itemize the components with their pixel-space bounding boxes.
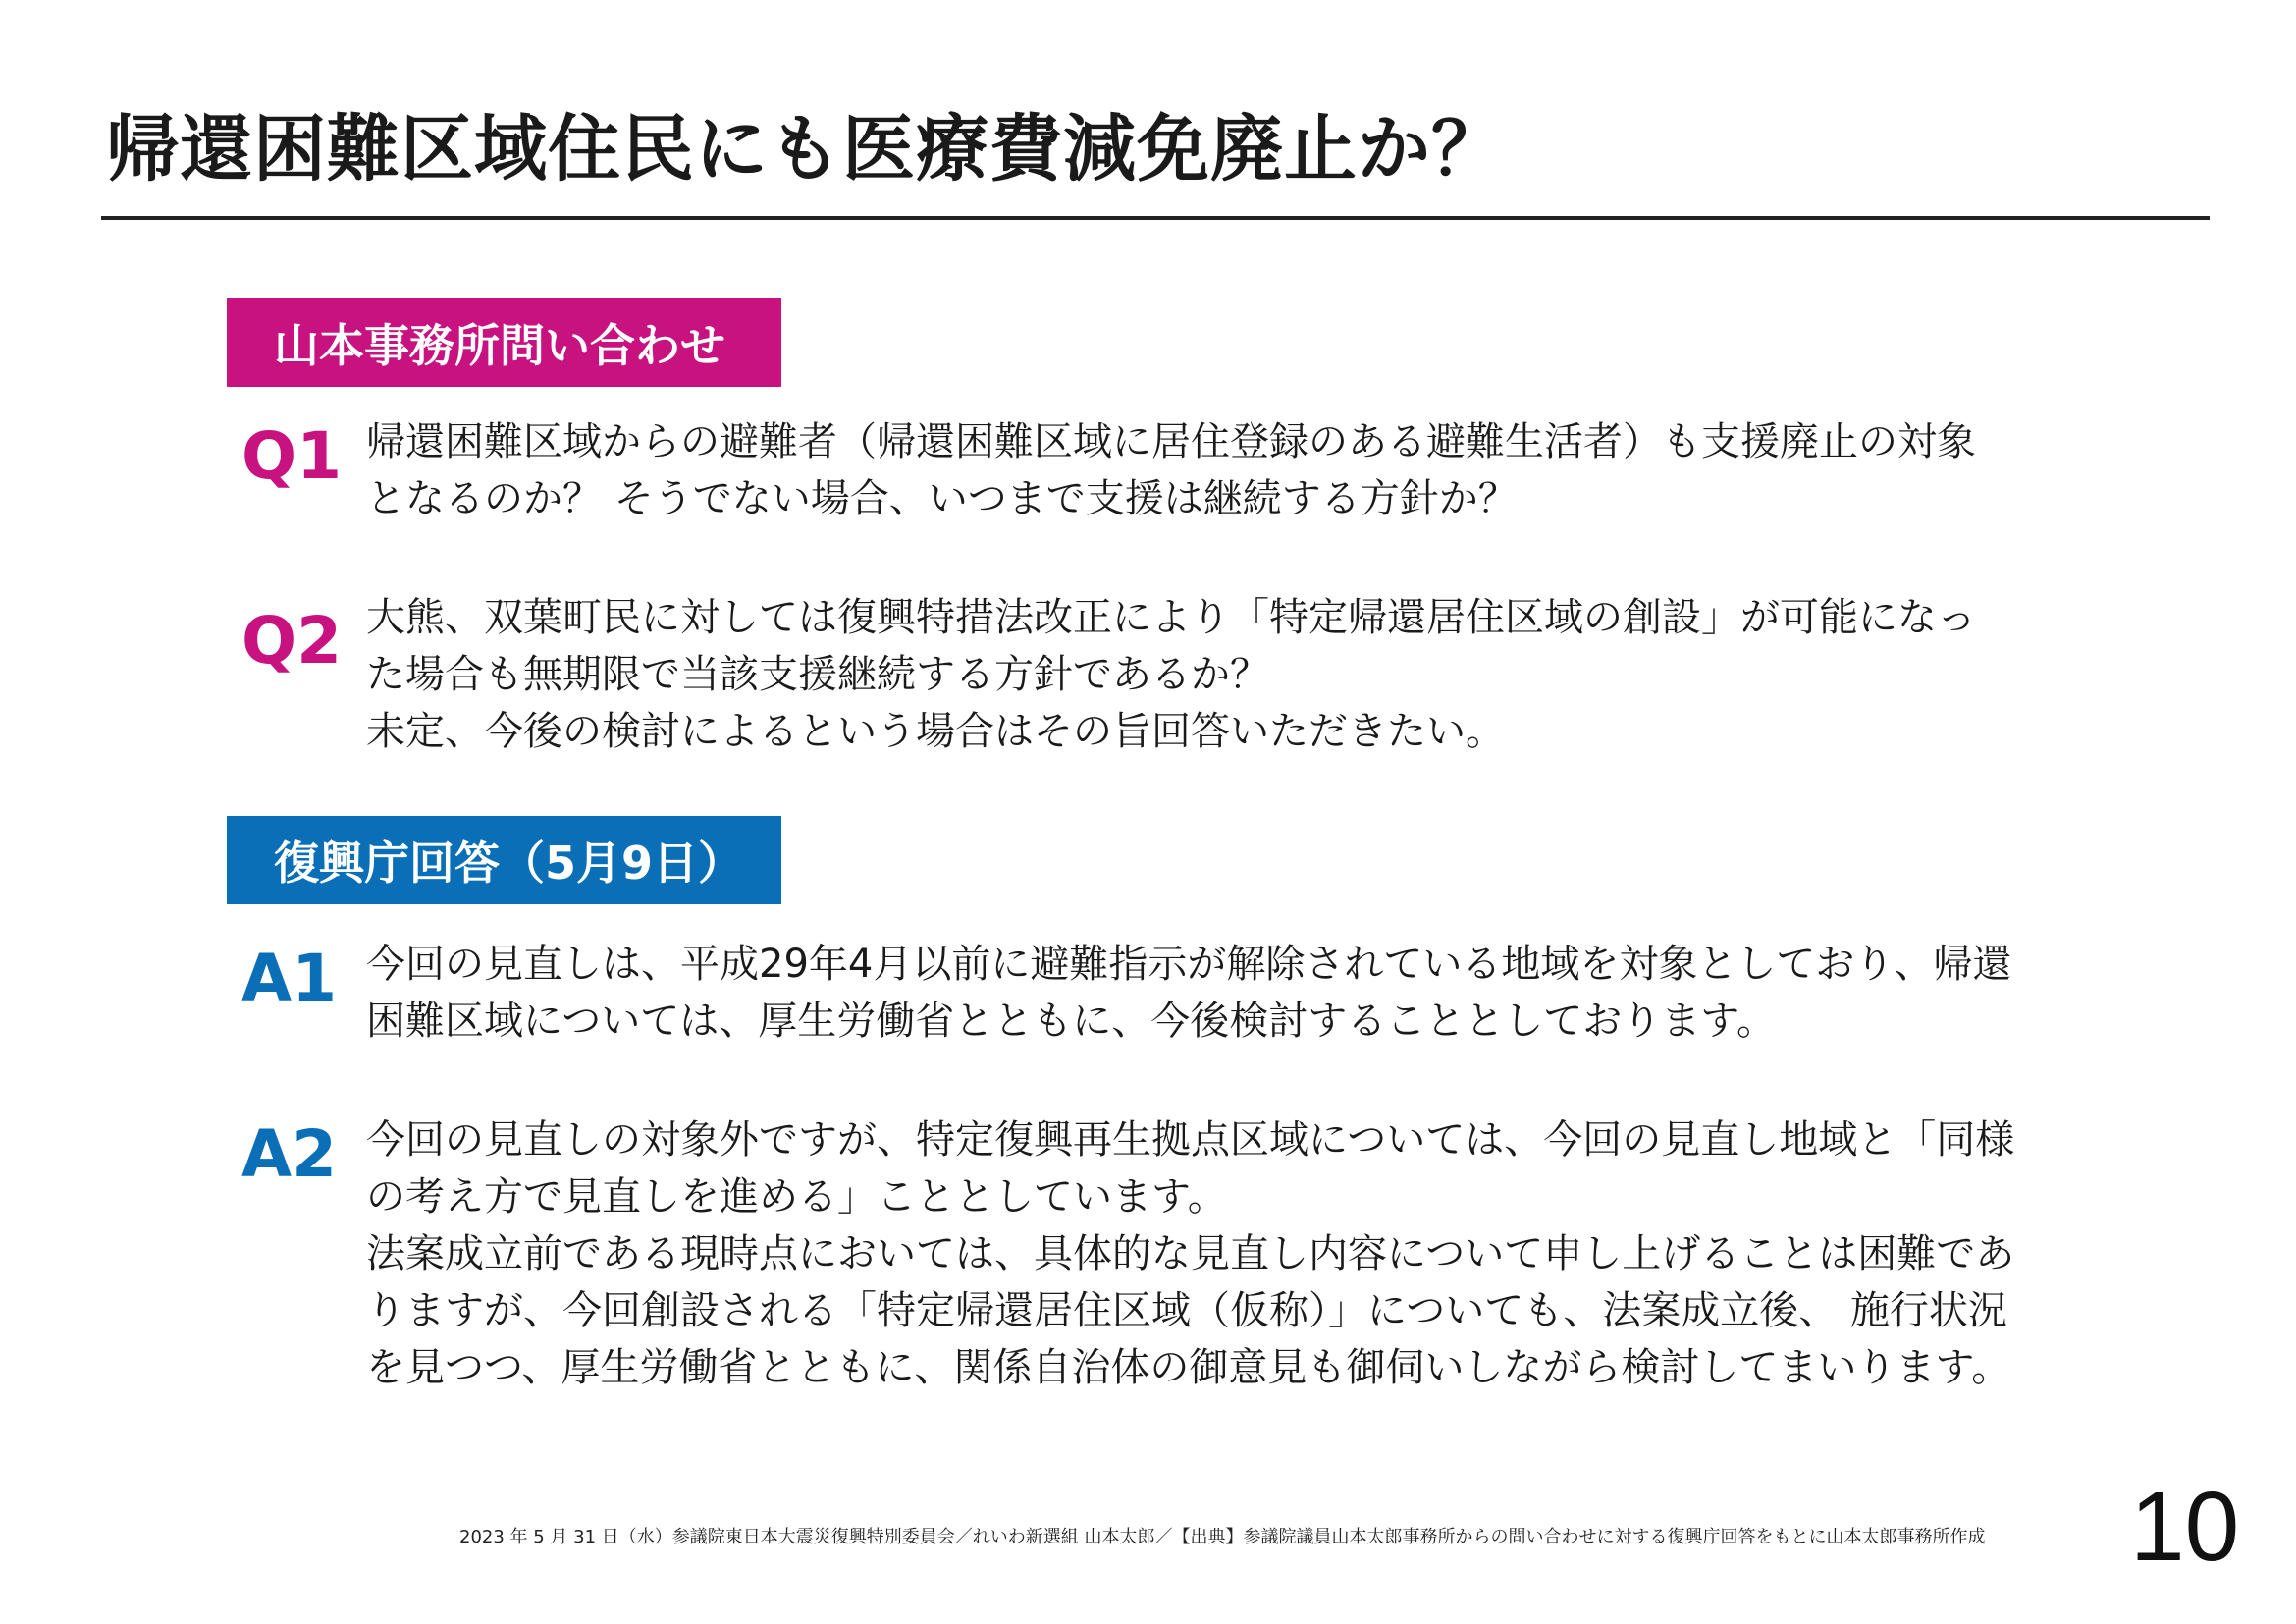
page-title: 帰還困難区域住民にも医療費減免廃止か？ xyxy=(106,107,1505,191)
q2-line-2: た場合も無期限で当該支援継続する方針であるか？ xyxy=(366,652,1269,697)
a2-marker: A2 xyxy=(241,1116,338,1192)
a2-text xyxy=(366,1111,2113,1396)
answer-label: 復興庁回答（5月9日） xyxy=(227,816,781,904)
q2-text xyxy=(366,589,2113,760)
a1-line-1: 今回の見直しは、平成29年4月以前に避難指示が解除されている地域を対象としており、帰還 xyxy=(366,942,2012,987)
source-footnote: 2023 年 5 月 31 日（水）参議院東日本大震災復興特別委員会／れいわ新選組 山本太郎／【出典】参議院議員山本太郎事務所からの問い合わせに対する復興庁回答をもとに山本太郎事務所作成 xyxy=(459,1527,1986,1547)
a2-line-2: の考え方で見直しを進める」こととしています。 xyxy=(366,1174,1227,1219)
q2-marker: Q2 xyxy=(241,603,343,678)
title-divider xyxy=(101,216,2210,220)
q1-marker: Q1 xyxy=(241,418,343,494)
q1-line-2: となるのか？ そうでない場合、いつまで支援は継続する方針か？ xyxy=(366,476,1518,521)
q2-line-3: 未定、今後の検討によるという場合はその旨回答いただきたい。 xyxy=(366,709,1505,754)
a2-line-3: 法案成立前である現時点においては、具体的な見直し内容について申し上げることは困難であ xyxy=(366,1231,2015,1276)
a2-line-5: を見つつ、厚生労働省とともに、関係自治体の御意見も御伺いしながら検討してまいります。 xyxy=(366,1345,2011,1390)
q1-line-1: 帰還困難区域からの避難者（帰還困難区域に居住登録のある避難生活者）も支援廃止の対象 xyxy=(366,419,1976,464)
a1-text xyxy=(366,936,2113,1050)
a1-line-2: 困難区域については、厚生労働省とともに、今後検討することとしております。 xyxy=(366,999,1776,1044)
page-number: 10 xyxy=(2130,1472,2240,1582)
a2-line-4: りますが、今回創設される「特定帰還居住区域（仮称）」についても、法案成立後、 施行状況 xyxy=(366,1288,2007,1333)
q1-text xyxy=(366,413,2113,527)
a1-marker: A1 xyxy=(241,941,338,1016)
inquiry-label: 山本事務所問い合わせ xyxy=(227,298,781,387)
q2-line-1: 大熊、双葉町民に対しては復興特措法改正により「特定帰還居住区域の創設」が可能になっ xyxy=(366,595,1976,640)
a2-line-1: 今回の見直しの対象外ですが、特定復興再生拠点区域については、今回の見直し地域と「同様 xyxy=(366,1117,2015,1163)
